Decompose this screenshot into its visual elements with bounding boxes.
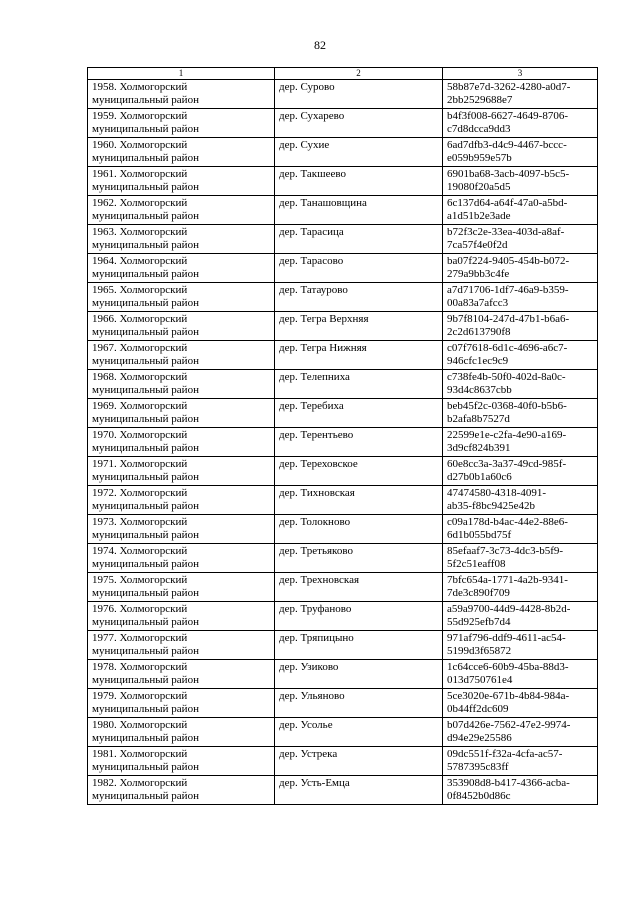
identifier-part-1: 22599e1e-c2fa-4e90-a169- [447,429,567,441]
entry-district: муниципальный район [92,703,199,715]
settlement-cell [275,254,443,283]
settlement-name: дер. Ульяново [279,690,345,702]
settlement-cell [275,747,443,776]
identifier-part-2: 0b44ff2dc609 [447,703,509,715]
entry-district: муниципальный район [92,732,199,744]
entry-district: муниципальный район [92,297,199,309]
identifier-cell [443,747,598,776]
entry-name: 1971. Холмогорский [92,458,188,470]
municipality-cell [88,631,275,660]
identifier-part-1: 09dc551f-f32a-4cfa-ac57- [447,748,563,760]
table-row [88,718,598,747]
entry-name: 1973. Холмогорский [92,516,188,528]
municipality-cell [88,689,275,718]
municipality-cell [88,457,275,486]
municipality-cell [88,254,275,283]
identifier-part-2: 19080f20a5d5 [447,181,511,193]
identifier-part-1: 6c137d64-a64f-47a0-a5bd- [447,197,568,209]
municipality-cell [88,167,275,196]
entry-name: 1981. Холмогорский [92,748,188,760]
settlement-cell [275,602,443,631]
settlement-name: дер. Танашовщина [279,197,367,209]
identifier-part-1: 6ad7dfb3-d4c9-4467-bccc- [447,139,567,151]
settlement-name: дер. Сухарево [279,110,345,122]
entry-name: 1966. Холмогорский [92,313,188,325]
entry-district: муниципальный район [92,384,199,396]
table-row [88,109,598,138]
municipality-cell [88,544,275,573]
table-row [88,370,598,399]
identifier-cell [443,428,598,457]
identifier-part-2: 6d1b055bd75f [447,529,512,541]
entry-name: 1969. Холмогорский [92,400,188,412]
municipality-cell [88,428,275,457]
settlement-name: дер. Тегра Верхняя [279,313,369,325]
settlement-cell [275,457,443,486]
entry-district: муниципальный район [92,442,199,454]
settlement-cell [275,341,443,370]
identifier-part-2: 00a83a7afcc3 [447,297,509,309]
entry-name: 1962. Холмогорский [92,197,188,209]
entry-name: 1959. Холмогорский [92,110,188,122]
entry-name: 1977. Холмогорский [92,632,188,644]
municipality-cell [88,602,275,631]
identifier-part-2: 5787395c83ff [447,761,509,773]
settlement-cell [275,167,443,196]
settlement-cell [275,225,443,254]
settlement-cell [275,660,443,689]
identifier-part-2: 2c2d613790f8 [447,326,511,338]
identifier-part-2: d27b0b1a60c6 [447,471,512,483]
municipality-cell [88,660,275,689]
settlement-name: дер. Тихновская [279,487,355,499]
settlement-name: дер. Такшеево [279,168,347,180]
municipality-cell [88,283,275,312]
municipality-cell [88,776,275,805]
identifier-part-1: 7bfc654a-1771-4a2b-9341- [447,574,568,586]
identifier-part-2: 013d750761e4 [447,674,513,686]
municipality-cell [88,486,275,515]
table-row [88,689,598,718]
table-row [88,283,598,312]
settlement-cell [275,370,443,399]
table-body [88,80,598,805]
entry-district: муниципальный район [92,210,199,222]
settlement-cell [275,283,443,312]
entry-name: 1972. Холмогорский [92,487,188,499]
municipality-cell [88,515,275,544]
identifier-part-2: d94e29e25586 [447,732,512,744]
municipality-cell [88,109,275,138]
table-row [88,225,598,254]
identifier-cell [443,515,598,544]
settlement-cell [275,138,443,167]
entry-name: 1980. Холмогорский [92,719,188,731]
registry-table [87,67,598,805]
table-row [88,399,598,428]
municipality-cell [88,225,275,254]
identifier-part-2: e059b959e57b [447,152,512,164]
settlement-name: дер. Усть-Емца [279,777,350,789]
table-row [88,602,598,631]
identifier-part-1: 60e8cc3a-3a37-49cd-985f- [447,458,567,470]
table-row [88,544,598,573]
identifier-part-1: 47474580-4318-4091- [447,487,546,499]
settlement-name: дер. Толокново [279,516,351,528]
entry-district: муниципальный район [92,761,199,773]
municipality-cell [88,196,275,225]
table-row [88,167,598,196]
identifier-part-1: c738fe4b-50f0-402d-8a0c- [447,371,566,383]
identifier-cell [443,370,598,399]
settlement-cell [275,718,443,747]
identifier-part-1: b72f3c2e-33ea-403d-a8af- [447,226,565,238]
settlement-cell [275,631,443,660]
entry-district: муниципальный район [92,645,199,657]
table-row [88,573,598,602]
identifier-cell [443,80,598,109]
municipality-cell [88,312,275,341]
settlement-name: дер. Третьяково [279,545,353,557]
entry-district: муниципальный район [92,181,199,193]
identifier-cell [443,167,598,196]
municipality-cell [88,80,275,109]
identifier-part-2: c7d8dcca9dd3 [447,123,511,135]
identifier-cell [443,457,598,486]
identifier-cell [443,283,598,312]
entry-name: 1975. Холмогорский [92,574,188,586]
table-row [88,254,598,283]
municipality-cell [88,138,275,167]
identifier-part-1: b07d426e-7562-47e2-9974- [447,719,571,731]
table-row [88,631,598,660]
settlement-name: дер. Тарасово [279,255,344,267]
entry-district: муниципальный район [92,500,199,512]
identifier-cell [443,138,598,167]
table-row [88,341,598,370]
settlement-cell [275,428,443,457]
table-row [88,312,598,341]
identifier-cell [443,312,598,341]
identifier-part-2: 279a9bb3c4fe [447,268,510,280]
settlement-cell [275,544,443,573]
identifier-part-2: 946cfc1ec9c9 [447,355,509,367]
column-header-1: 1 [88,68,275,80]
table-row [88,515,598,544]
table-row [88,138,598,167]
entry-district: муниципальный район [92,94,199,106]
entry-name: 1976. Холмогорский [92,603,188,615]
settlement-cell [275,312,443,341]
table-row [88,196,598,225]
identifier-cell [443,718,598,747]
identifier-cell [443,689,598,718]
settlement-cell [275,689,443,718]
entry-name: 1968. Холмогорский [92,371,188,383]
settlement-name: дер. Усолье [279,719,333,731]
municipality-cell [88,341,275,370]
settlement-cell [275,573,443,602]
identifier-part-2: 55d925efb7d4 [447,616,511,628]
identifier-part-1: 58b87e7d-3262-4280-a0d7- [447,81,571,93]
identifier-part-2: 2bb2529688e7 [447,94,513,106]
entry-name: 1963. Холмогорский [92,226,188,238]
table-row [88,747,598,776]
entry-name: 1979. Холмогорский [92,690,188,702]
entry-name: 1978. Холмогорский [92,661,188,673]
identifier-part-1: 971af796-ddf9-4611-ac54- [447,632,566,644]
table-header-row [88,68,598,80]
identifier-part-2: 5f2c51eaff08 [447,558,506,570]
page-number: 82 [314,38,326,52]
identifier-part-1: ba07f224-9405-454b-b072- [447,255,570,267]
settlement-cell [275,80,443,109]
settlement-name: дер. Телепниха [279,371,350,383]
entry-district: муниципальный район [92,355,199,367]
identifier-cell [443,602,598,631]
identifier-cell [443,225,598,254]
settlement-name: дер. Сухие [279,139,330,151]
entry-district: муниципальный район [92,529,199,541]
identifier-part-2: 7ca57f4e0f2d [447,239,508,251]
settlement-name: дер. Устрека [279,748,338,760]
identifier-part-1: a7d71706-1df7-46a9-b359- [447,284,569,296]
settlement-name: дер. Трехновская [279,574,360,586]
settlement-cell [275,515,443,544]
identifier-cell [443,776,598,805]
settlement-name: дер. Тегра Нижняя [279,342,367,354]
identifier-cell [443,544,598,573]
identifier-cell [443,486,598,515]
identifier-cell [443,254,598,283]
entry-name: 1967. Холмогорский [92,342,188,354]
entry-district: муниципальный район [92,587,199,599]
settlement-cell [275,776,443,805]
identifier-part-2: ab35-f8bc9425e42b [447,500,535,512]
settlement-name: дер. Терентьево [279,429,354,441]
identifier-part-1: 353908d8-b417-4366-acba- [447,777,570,789]
table-row [88,428,598,457]
identifier-cell [443,573,598,602]
identifier-part-2: 3d9cf824b391 [447,442,511,454]
municipality-cell [88,573,275,602]
identifier-part-1: a59a9700-44d9-4428-8b2d- [447,603,571,615]
table-row [88,80,598,109]
entry-district: муниципальный район [92,123,199,135]
entry-district: муниципальный район [92,471,199,483]
identifier-cell [443,109,598,138]
identifier-part-1: c09a178d-b4ac-44e2-88e6- [447,516,568,528]
entry-name: 1974. Холмогорский [92,545,188,557]
entry-district: муниципальный район [92,326,199,338]
identifier-part-1: 85efaaf7-3c73-4dc3-b5f9- [447,545,564,557]
table-row [88,776,598,805]
identifier-part-2: 93d4c8637cbb [447,384,512,396]
entry-district: муниципальный район [92,268,199,280]
settlement-name: дер. Тереховское [279,458,358,470]
entry-name: 1982. Холмогорский [92,777,188,789]
identifier-part-2: 5199d3f65872 [447,645,512,657]
entry-name: 1958. Холмогорский [92,81,188,93]
identifier-cell [443,631,598,660]
entry-district: муниципальный район [92,616,199,628]
settlement-name: дер. Тряпицыно [279,632,354,644]
settlement-name: дер. Тарасица [279,226,344,238]
identifier-cell [443,196,598,225]
settlement-name: дер. Татаурово [279,284,348,296]
identifier-part-1: c07f7618-6d1c-4696-a6c7- [447,342,568,354]
entry-district: муниципальный район [92,790,199,802]
table-row [88,457,598,486]
settlement-name: дер. Труфаново [279,603,352,615]
identifier-part-1: 5ce3020e-671b-4b84-984a- [447,690,570,702]
column-header-3: 3 [443,68,598,80]
settlement-cell [275,109,443,138]
entry-name: 1965. Холмогорский [92,284,188,296]
municipality-cell [88,399,275,428]
identifier-part-1: b4f3f008-6627-4649-8706- [447,110,568,122]
entry-district: муниципальный район [92,152,199,164]
municipality-cell [88,747,275,776]
identifier-part-1: 9b7f8104-247d-47b1-b6a6- [447,313,570,325]
entry-name: 1964. Холмогорский [92,255,188,267]
entry-district: муниципальный район [92,558,199,570]
table-row [88,660,598,689]
municipality-cell [88,718,275,747]
identifier-cell [443,341,598,370]
identifier-cell [443,399,598,428]
entry-name: 1961. Холмогорский [92,168,188,180]
settlement-cell [275,486,443,515]
entry-name: 1960. Холмогорский [92,139,188,151]
entry-district: муниципальный район [92,413,199,425]
column-header-2: 2 [275,68,443,80]
identifier-part-2: b2afa8b7527d [447,413,510,425]
identifier-part-2: a1d51b2e3ade [447,210,511,222]
municipality-cell [88,370,275,399]
table-row [88,486,598,515]
settlement-name: дер. Теребиха [279,400,344,412]
identifier-part-1: 6901ba68-3acb-4097-b5c5- [447,168,570,180]
settlement-cell [275,196,443,225]
entry-district: муниципальный район [92,239,199,251]
identifier-part-2: 7de3c890f709 [447,587,510,599]
settlement-name: дер. Сурово [279,81,335,93]
settlement-name: дер. Узиково [279,661,339,673]
entry-name: 1970. Холмогорский [92,429,188,441]
settlement-cell [275,399,443,428]
entry-district: муниципальный район [92,674,199,686]
identifier-cell [443,660,598,689]
identifier-part-1: 1c64cce6-60b9-45ba-88d3- [447,661,569,673]
identifier-part-1: beb45f2c-0368-40f0-b5b6- [447,400,567,412]
identifier-part-2: 0f8452b0d86c [447,790,511,802]
